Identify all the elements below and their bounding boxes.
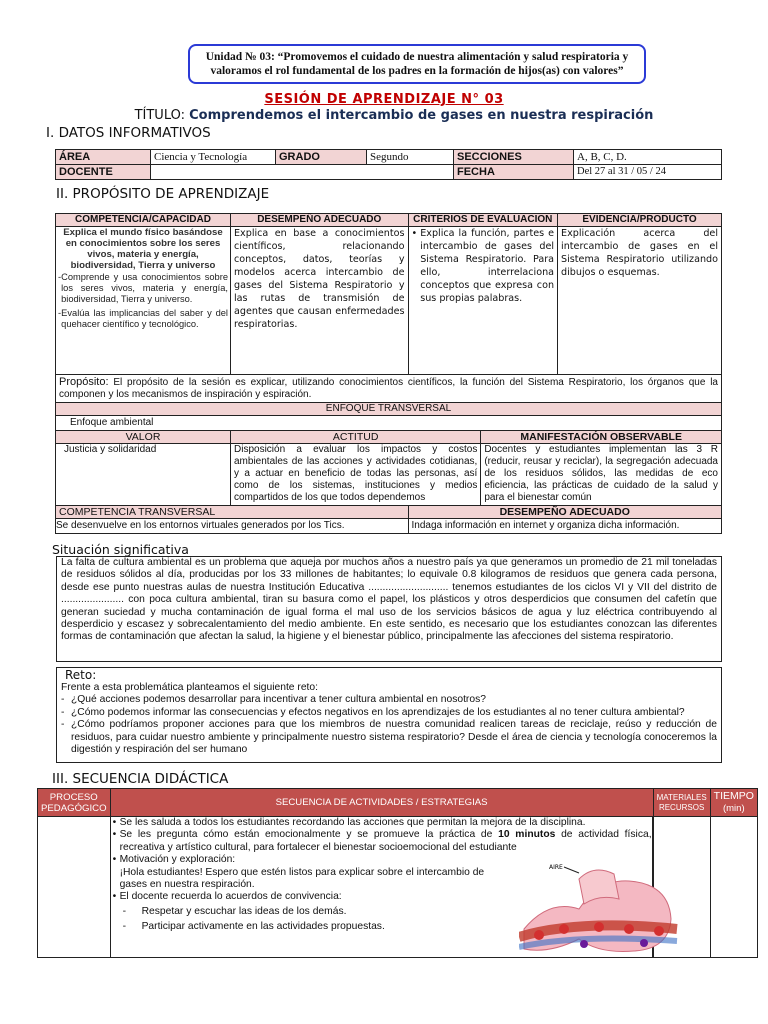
evidencia-text: Explicación acerca del intercambio de gases en el Sistema Respiratorio utilizando dibujos o esquemas. [558,227,722,375]
reto-box [56,667,722,763]
secciones-value: A, B, C, D. [574,150,722,165]
enfoque-name: Enfoque ambiental [56,416,722,431]
motivation-text: ¡Hola estudiantes! Espero que estén listos para explicar sobre el intercambio de gases en nuestra respiración. [119,866,485,891]
proceso-cell [38,817,111,958]
manifestacion-text: Docentes y estudiantes implementan las 3 R (reducir, reusar y reciclar), la segregación adecuada de los residuos sólidos, las medidas de eco eficiencia, las prácticas de cuidado de la salud y para el bienestar común [481,444,722,506]
area-value: Ciencia y Tecnología [151,150,276,165]
actitud-header: ACTITUD [231,431,481,444]
situacion-heading: Situación significativa [52,542,189,557]
reto-intro: Frente a esta problemática planteamos el siguiente reto: [61,682,318,693]
capacidad-item: - Comprende y usa conocimientos sobre los seres vivos, materia y energía, biodiversidad, Tierra y universo. [58,272,228,304]
actitud-text: Disposición a evaluar los impactos y costos ambientales de las acciones y actividades cotidianas, y a actuar en beneficio de todas las personas, así como de los sistemas, instituciones y medios compartidos de los que todos dependemos [231,444,481,506]
desemp-trans-header: DESEMPEÑO ADECUADO [408,506,722,519]
section-secuencia-heading: III. SECUENCIA DIDÁCTICA [52,771,229,787]
actividades-cell [110,817,653,958]
grado-label: GRADO [276,150,367,165]
unit-title-box [188,44,646,84]
secuencia-table [37,788,758,958]
rule-item: - Respetar y escuchar las ideas de los demás. [122,905,347,917]
header-desempeno: DESEMPEÑO ADECUADO [231,214,409,227]
criterios-text: • Explica la función, partes e intercambio de gases del Sistema Respiratorio. Para ello, interrelaciona conceptos que expresa con sus propias palabras. [408,227,558,375]
situacion-box: La falta de cultura ambiental es un problema que aqueja por muchos años a nuestro país ya que generamos un promedio de 21 mil toneladas de residuos sólidos al día, producidas por los 33 millones de habitantes; lo equivale 0.8 kilogramos de residuos que genera cada persona, desde ese punto nuestras aulas de nuestra Institución Educativa ............................ tenemos estudiantes de los ciclos VI y VII del distrito de ...................... con poca cultura ambiental, tiran su basura como el papel, los plásticos y otros desperdicios que consumen del cafetín que generan suciedad y mucha contaminación de igual forma el mal uso de los servicios básicos de agua y luz eléctrica contribuyendo al desperdicio y escasez y sobrecalentamiento del medio ambiente. En este sentido, es necesario que los estudiantes conozcan las diferentes formas de contaminación que afectan la salud, la higiene y el bienestar público, principalmente las afecciones del sistema respiratorio. [56,556,722,662]
header-competencia: COMPETENCIA/CAPACIDAD [56,214,231,227]
area-label: ÁREA [56,150,151,165]
reto-heading: Reto: [65,668,97,682]
competencia-text: Explica el mundo físico basándose en conocimientos sobre los seres vivos, materia y energía, biodiversidad, Tierra y universo [63,227,223,271]
header-evidencia: EVIDENCIA/PRODUCTO [558,214,722,227]
header-materiales: MATERIALES RECURSOS [653,789,710,817]
proposito-row: Propósito: El propósito de la sesión es explicar, utilizando conocimientos científicos, la función del Sistema Respiratorio, los órganos que la componen y los mecanismos de inspiración y espiración. [56,375,722,403]
unit-line-1: Unidad № 03: “Promovemos el cuidado de nuestra alimentación y salud respiratoria y [205,51,629,63]
datos-table [55,149,722,180]
activity-bullet: • Se les saluda a todos los estudiantes recordando las acciones que permitan la mejora de la disciplina. [112,817,586,828]
manif-header: MANIFESTACIÓN OBSERVABLE [481,431,722,444]
diagram-aire-label: AIRE [548,864,563,871]
docente-value [151,165,454,180]
fecha-label: FECHA [454,165,574,180]
section-datos-heading: I. DATOS INFORMATIVOS [46,125,211,141]
secciones-label: SECCIONES [454,150,574,165]
session-title: SESIÓN DE APRENDIZAJE N° 03 [264,92,504,107]
comp-trans-header: COMPETENCIA TRANSVERSAL [56,506,409,519]
capacidad-item: - Evalúa las implicancias del saber y del quehacer científico y tecnológico. [58,308,228,329]
section-proposito-heading: II. PROPÓSITO DE APRENDIZAJE [56,186,270,202]
activity-bullet: • Se les pregunta cómo están emocionalmente y se promueve la práctica de 10 minutos de actividad física, recreativa y artístico cultural, para fortalecer el bienestar socioemocional del estudiante [112,829,652,853]
fecha-value: Del 27 al 31 / 05 / 24 [574,165,722,180]
proposito-table [55,213,722,534]
valor-text: Justicia y solidaridad [56,444,231,506]
tiempo-cell [710,817,757,958]
enfoque-header: ENFOQUE TRANSVERSAL [56,403,722,416]
unit-line-2: valoramos el rol fundamental de los padres en la formación de hijos(as) con valores” [210,65,624,77]
desempeno-text: Explica en base a conocimientos científicos, relacionando conceptos, datos, teorías y modelos acerca intercambio de gases del Sistema Respiratorio y las rutas de transmisión de agentes que causan enfermedades respiratorias. [231,227,409,375]
comp-trans-text: Se desenvuelve en los entornos virtuales generados por los Tics. [56,519,409,534]
proposito-label: Propósito: [59,376,109,388]
docente-label: DOCENTE [56,165,151,180]
titulo-text: Comprendemos el intercambio de gases en nuestra respiración [189,108,654,123]
reto-item: - ¿Cómo podríamos proponer acciones para que los miembros de nuestra comunidad realicen tareas de reciclaje, reúso y reducción de residuos, para cuidar nuestro ambiente y principalmente nuestro sistema respiratorio? Desde el área de ciencia y tecnología conoceremos la digestión y respiración del ser humano [61,719,717,756]
valor-header: VALOR [56,431,231,444]
desemp-trans-text: Indaga información en internet y organiza dicha información. [408,519,722,534]
activity-bullet: • Motivación y exploración: [112,854,236,866]
reto-item: - ¿Cómo podemos informar las consecuencias y efectos negativos en los aprendizajes de los estudiantes al no tener cultura ambiental? [61,706,685,718]
titulo-label: TÍTULO: [134,108,185,123]
header-proceso: PROCESO PEDAGÓGICO [38,789,111,817]
header-criterios: CRITERIOS DE EVALUACION [408,214,558,227]
reto-item: - ¿Qué acciones podemos desarrollar para incentivar a tener cultura ambiental en nosotros? [61,694,486,706]
rule-item: - Participar activamente en las actividades propuestas. [122,921,385,933]
grado-value: Segundo [367,150,454,165]
header-actividades: SECUENCIA DE ACTIVIDADES / ESTRATEGIAS [110,789,653,817]
header-tiempo: TIEMPO (min) [710,789,757,817]
lesson-title [0,108,768,123]
activity-bullet: • El docente recuerda lo acuerdos de convivencia: [112,891,342,903]
alveolus-diagram [519,859,679,957]
